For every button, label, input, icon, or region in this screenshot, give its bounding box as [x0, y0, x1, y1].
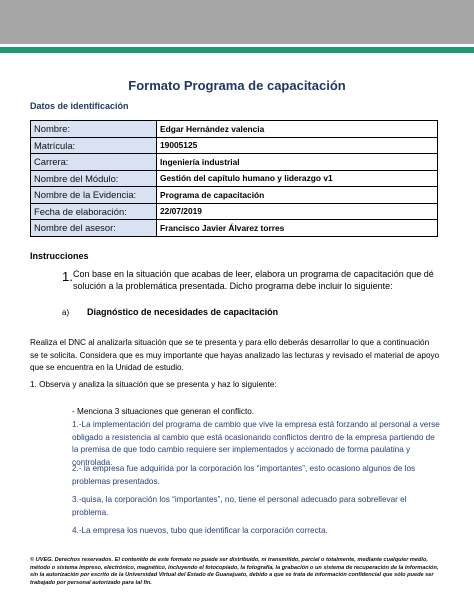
- table-row: [31, 220, 438, 237]
- document-title: Formato Programa de capacitación: [128, 78, 346, 93]
- row-value: Programa de capacitación: [157, 187, 438, 204]
- header-grey-band: [0, 0, 474, 45]
- table-row: [31, 187, 438, 204]
- row-label: Carrera:: [31, 154, 157, 171]
- answer-point-1: 1.-La implementación del programa de cambio que vive la empresa está forzando al personal a verse obligado a resistencia al cambio que está ocasionando conflictos dentro de la empresa partiendo de la premisa de que todo cambio requiere ser implementados y accionado de forma paulatina y controlada.: [72, 420, 440, 467]
- answer-point-2: 2.- la empresa fue adquirida por la corporación los “importantes”, esto ocasiono algunos de los problemas presentados.: [72, 464, 416, 486]
- row-value: Gestión del capítulo humano y liderazgo v1: [157, 170, 438, 187]
- header-banner: [0, 0, 474, 55]
- table-row: [31, 170, 438, 187]
- datos-heading: Datos de identificación: [30, 101, 129, 111]
- row-value: Edgar Hernández valencia: [157, 121, 438, 138]
- item-number: 1.: [62, 269, 73, 284]
- step-1: 1. Observa y analiza la situación que se presenta y haz lo siguiente:: [30, 380, 277, 389]
- sub-item-heading: Diagnóstico de necesidades de capacitación: [87, 307, 279, 317]
- copyright-footer: © UVEG. Derechos reservados. El contenido de este formato no puede ser distribuido, ni transmitido, parcial o totalmente, mediante cualquier medio, método o sistema impreso, electrónico, magnético, incluyendo el fotocopiado, la fotografía, la grabación o un sistema de recuperación de la información, sin la autorización por escrito de la Universidad Virtual del Estado de Guanajuato, debido a que se trata de información confidencial que sólo puede ser trabajado por personal autorizado para tal fin.: [30, 557, 439, 586]
- header-accent-stripe: [0, 47, 474, 53]
- row-value: 22/07/2019: [157, 203, 438, 220]
- item-1-text: Con base en la situación que acabas de leer, elabora un programa de capacitación que dé solución a la problemática presentada. Dicho programa debe incluir lo siguiente:: [73, 269, 434, 291]
- table-row: [31, 121, 438, 138]
- answer-point-4: 4.-La empresa los nuevos, tubo que identificar la corporación correcta.: [72, 526, 328, 535]
- row-label: Nombre del Módulo:: [31, 170, 157, 187]
- row-value: Ingeniería industrial: [157, 154, 438, 171]
- answer-point-3: 3.-quisa, la corporación los “importantes”, no, tiene el personal adecuado para sobrellevar el problema.: [72, 495, 407, 517]
- row-label: Nombre:: [31, 121, 157, 138]
- row-label: Nombre del asesor:: [31, 220, 157, 237]
- row-value: 19005125: [157, 137, 438, 154]
- table-row: [31, 154, 438, 171]
- table-row: [31, 137, 438, 154]
- sub-item-marker: a): [62, 308, 70, 317]
- row-label: Matrícula:: [31, 137, 157, 154]
- table-row: [31, 203, 438, 220]
- instructions-heading: Instrucciones: [30, 251, 89, 261]
- row-label: Fecha de elaboración:: [31, 203, 157, 220]
- instruction-paragraph: Realiza el DNC al analizarla situación que se te presenta y para ello deberás desarrollar lo que a continuación se te solicita. Considera que es muy importante que hayas analizado las lecturas y revisado el material de apoyo que se encuentra en la Unidad de estudio.: [30, 338, 440, 372]
- mention-line: - Menciona 3 situaciones que generan el conflicto.: [72, 407, 255, 416]
- row-label: Nombre de la Evidencia:: [31, 187, 157, 204]
- row-value: Francisco Javier Álvarez torres: [157, 220, 438, 237]
- identification-table: [30, 120, 438, 237]
